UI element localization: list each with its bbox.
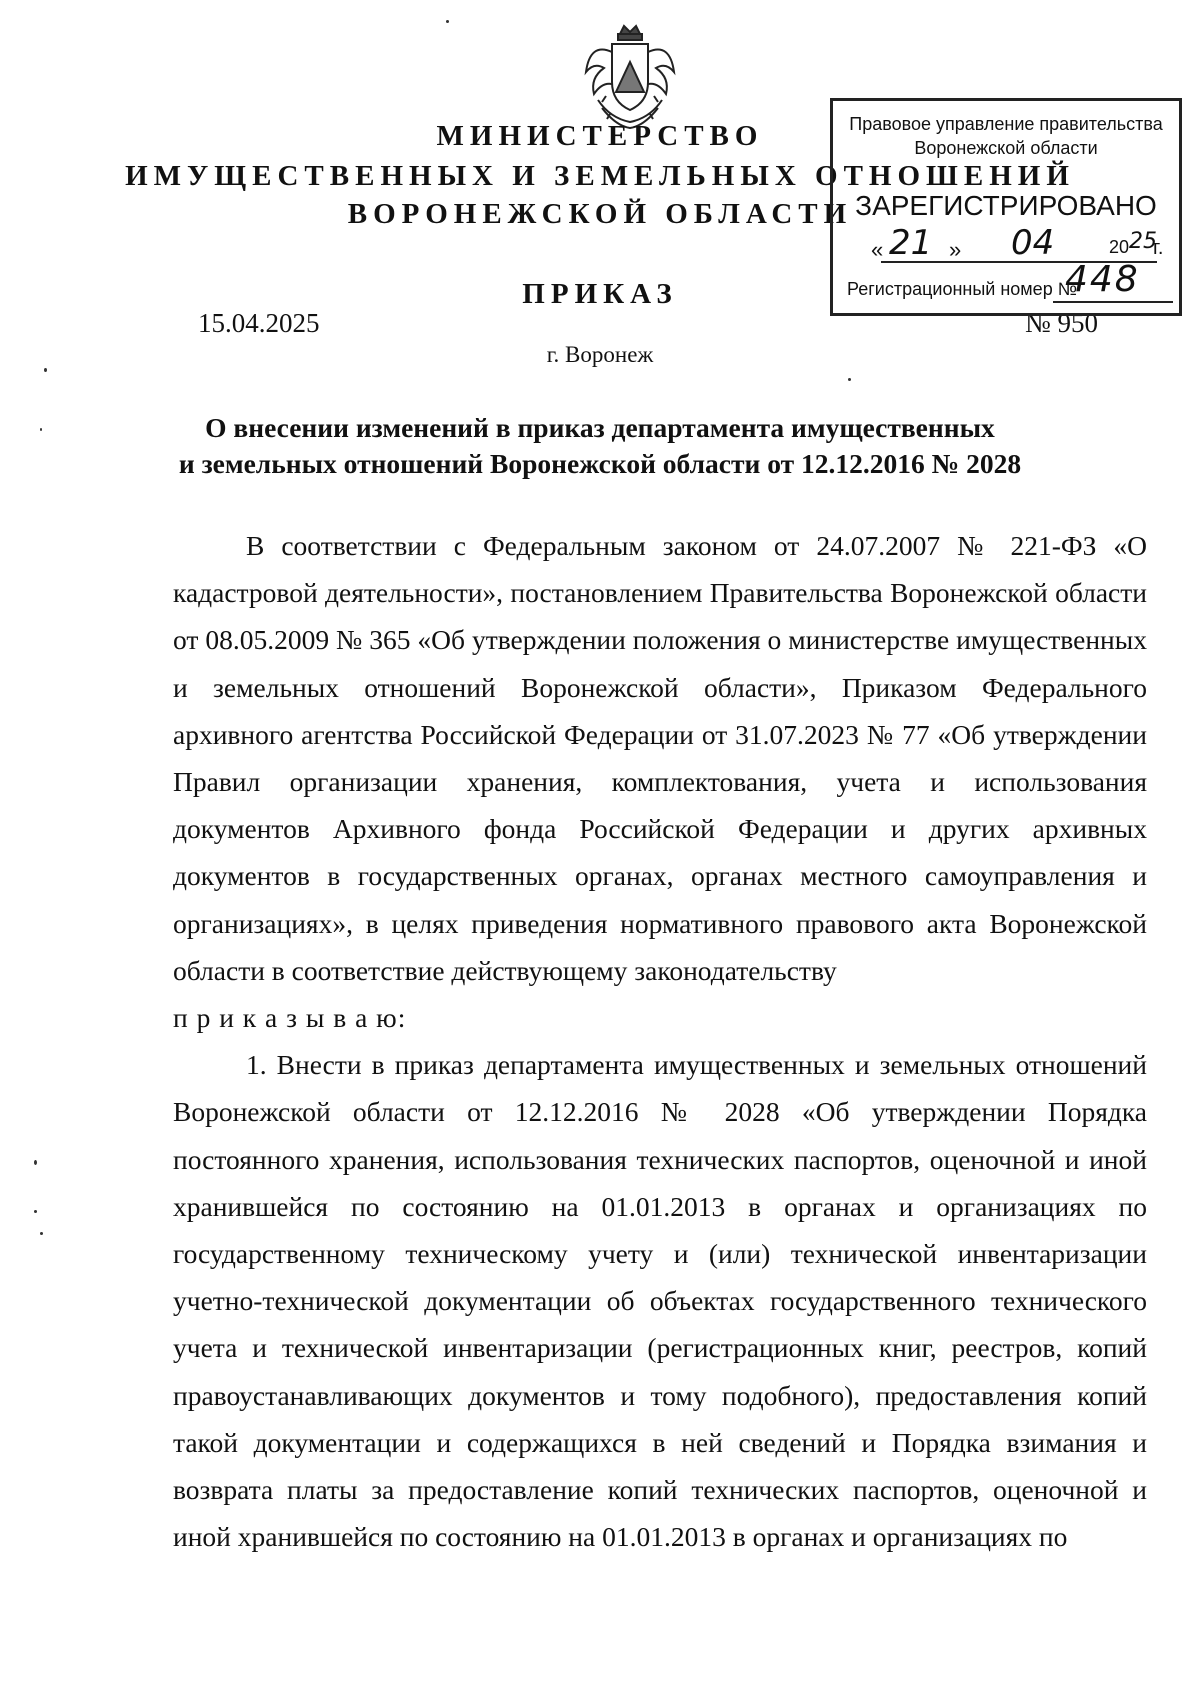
stamp-date-open-quote: « (871, 237, 884, 262)
scan-speck (40, 1232, 43, 1235)
stamp-day: 21 (889, 223, 933, 263)
document-date: 15.04.2025 (198, 308, 320, 338)
document-title-line2: и земельных отношений Воронежской области от 12.12.2016 № 2028 (178, 448, 1022, 479)
stamp-date-close-quote: » (949, 237, 962, 262)
ministry-title-line1: МИНИСТЕРСТВО (436, 120, 764, 152)
city-label: г. Воронеж (546, 342, 654, 367)
stamp-reg-number: 448 (1065, 259, 1140, 300)
registration-stamp (830, 98, 1182, 316)
scan-speck (44, 368, 47, 372)
stamp-status: ЗАРЕГИСТРИРОВАНО (855, 190, 1157, 221)
body-order-word: п р и к а з ы в а ю: (173, 1002, 407, 1034)
ministry-title-line2: ИМУЩЕСТВЕННЫХ И ЗЕМЕЛЬНЫХ ОТНОШЕНИЙ (125, 160, 1075, 192)
stamp-org-line2: Воронежской области (914, 138, 1098, 158)
scan-speck (446, 20, 449, 23)
body-paragraph-item1: 1. Внести в приказ департамента имущественных и земельных отношений Воронежской области от 12.12.2016 № 2028 «Об утверждении Порядка постоянного хранения, использования технических паспортов, оценочной и иной хранившейся по состоянию на 01.01.2013 в органах и организациях по государственному техническому учету и (или) технической инвентаризации учетно-технической документации об объектах государственного технического учета и технической инвентаризации (регистрационных книг, реестров, копий правоустанавливающих документов и тому подобного), предоставления копий такой документации и содержащихся в ней сведений и Порядка взимания и возврата платы за предоставление копий технических паспортов, оценочной и иной хранившейся по состоянию на 01.01.2013 в органах и организациях по (173, 1049, 1147, 1553)
stamp-reg-underline (1053, 301, 1173, 303)
scan-speck (848, 378, 851, 381)
stamp-date-row (871, 223, 1167, 263)
document-title-line1: О внесении изменений в приказ департамента имущественных (205, 412, 995, 443)
stamp-org-line1: Правовое управление правительства (849, 114, 1163, 134)
stamp-year-unit: г. (1153, 237, 1164, 259)
stamp-year-suffix: 25 (1129, 229, 1157, 254)
scan-speck (34, 1210, 37, 1213)
document-title (0, 410, 1200, 482)
body-paragraph-preamble: В соответствии с Федеральным законом от 24.07.2007 № 221-ФЗ «О кадастровой деятельности», постановлением Правительства Воронежской области от 08.05.2009 № 365 «Об утверждении положения о министерстве имущественных и земельных отношений Воронежской области», Приказом Федерального архивного агентства Российской Федерации от 31.07.2023 № 77 «Об утверждении Правил организации хранения, комплектования, учета и использования документов Архивного фонда Российской Федерации и других архивных документов в государственных органах, органах местного самоуправления и организациях», в целях приведения нормативного правового акта Воронежской области в соответствие действующему законодательству (173, 530, 1147, 986)
coat-of-arms-emblem (580, 22, 680, 132)
stamp-year-prefix: 20 (1109, 237, 1130, 257)
document-number: № 950 (1025, 308, 1099, 338)
document-body (173, 522, 1147, 1560)
scan-speck (34, 1160, 37, 1165)
ministry-title-line3: ВОРОНЕЖСКОЙ ОБЛАСТИ (347, 198, 853, 230)
scan-speck (40, 428, 42, 431)
stamp-month: 04 (1011, 223, 1055, 263)
stamp-reg-label: Регистрационный номер № (847, 279, 1078, 299)
document-type-heading: ПРИКАЗ (522, 278, 678, 310)
